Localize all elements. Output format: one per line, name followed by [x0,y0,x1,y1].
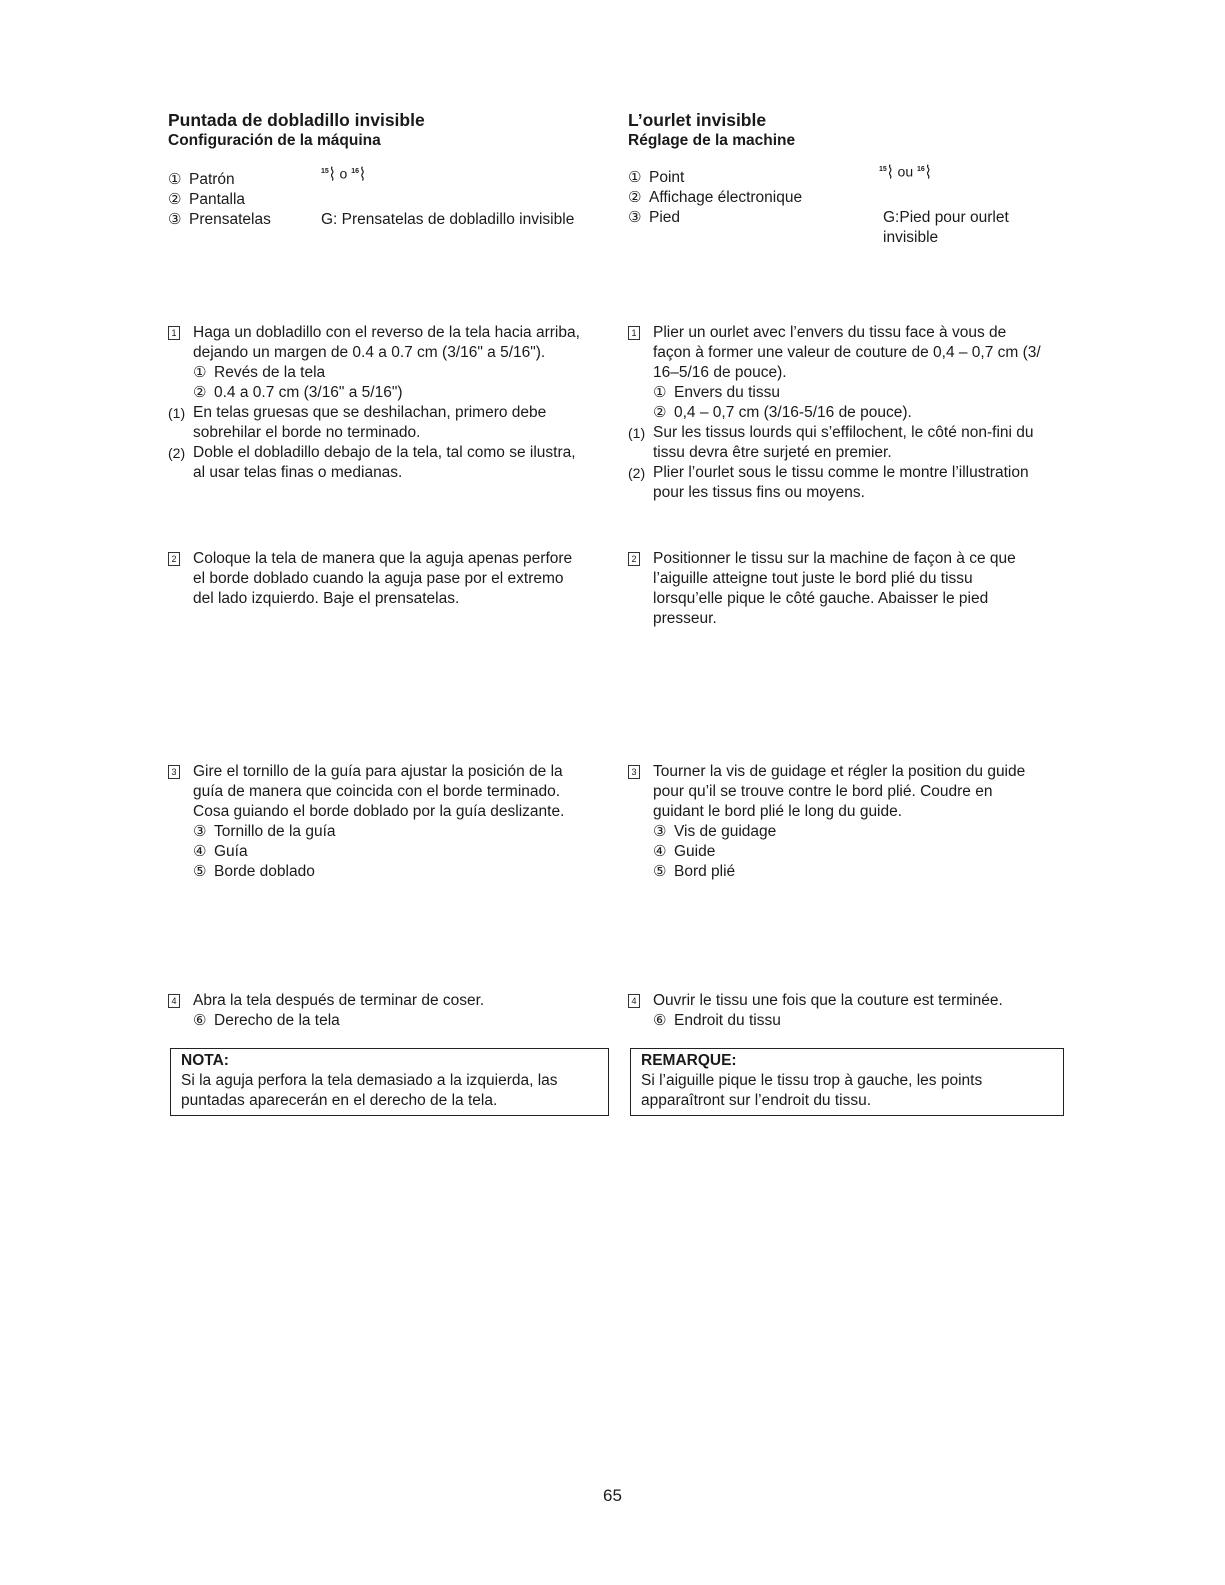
es-step3-items: ③ Tornillo de la guía ④ Guía ⑤ Borde doblado [193,823,336,880]
step-number-box: 3 [628,765,640,779]
fr-step1-note-1: (1) Sur les tissus lourds qui s’effilochent, le côté non-fini du tissu devra être surjeté en premier. [628,424,1034,461]
blind-hem-stitch-icon: ⌇ [924,161,932,183]
es-setting-patron: ① Patrón $^{15}$⌇ o $^{16}$⌇ [168,170,608,190]
fr-step-4: 4 Ouvrir le tissu une fois que la couture est terminée. ⑥ Endroit du tissu [628,991,1068,1031]
es-setting-prensatelas: ③ Prensatelas G: Prensatelas de dobladillo invisible [168,211,575,228]
es-step1-items: ① Revés de la tela ② 0.4 a 0.7 cm (3/16" a 5/16") [193,364,403,401]
blind-hem-stitch-icon: ⌇ [359,163,366,185]
fr-pattern-symbols: $^{15}$⌇ ou $^{16}$⌇ [879,160,932,182]
fr-step1-items: ① Envers du tissu ② 0,4 – 0,7 cm (3/16-5/16 de pouce). [653,384,912,421]
es-pattern-symbols: $^{15}$⌇ o $^{16}$⌇ [321,162,366,184]
es-note-title: NOTA: [181,1052,229,1069]
es-header [168,110,608,151]
page-number: 65 [603,1486,622,1505]
es-settings [168,163,608,230]
es-subtitle: Configuración de la máquina [168,132,381,149]
es-step-3: 3 Gire el tornillo de la guía para ajustar la posición de la guía de manera que coincida con el borde terminado. Cosa guiando el borde doblado por la guía deslizante. ③ Tornillo de la guía ④ Guía ⑤ Borde doblado [168,762,608,882]
es-note-box: NOTA: Si la aguja perfora la tela demasiado a la izquierda, las puntadas aparecerán en el derecho de la tela. [170,1048,609,1116]
fr-step3-items: ③ Vis de guidage ④ Guide ⑤ Bord plié [653,823,777,880]
step-number-box: 3 [168,765,180,779]
step-number-box: 2 [168,552,180,566]
fr-settings [628,161,1068,246]
fr-note-title: REMARQUE: [641,1052,737,1069]
fr-setting-affichage: ② Affichage électronique [628,189,803,206]
fr-setting-pied: ③ Pied G:Pied pour ourlet invisible [628,209,1009,246]
step-number-box: 2 [628,552,640,566]
step-number-box: 1 [168,326,180,340]
es-step-4: 4 Abra la tela después de terminar de coser. ⑥ Derecho de la tela [168,991,608,1031]
fr-step-2: 2 Positionner le tissu sur la machine de façon à ce que l’aiguille atteigne tout juste le bord plié du tissu lorsqu’elle pique le côté gauche. Abaisser le pied presseur. [628,549,1068,629]
es-step-1: 1 Haga un dobladillo con el reverso de la tela hacia arriba, dejando un margen de 0.4 a 0.7 cm (3/16" a 5/16"). ① Revés de la tela ② 0.4 a 0.7 cm (3/16" a 5/16") (1) En telas gruesas que se deshilachan, primero debe sobrehilar el borde no terminado. (2) Doble el dobladillo debajo de la tela, tal como se ilustra, al usar telas finas o medianas. [168,323,608,483]
step-number-box: 4 [628,994,640,1008]
fr-setting-point: ① Point $^{15}$⌇ ou $^{16}$⌇ [628,168,1068,188]
fr-step-1: 1 Plier un ourlet avec l’envers du tissu face à vous de façon à former une valeur de couture de 0,4 – 0,7 cm (3/ 16–5/16 de pouce). ① Envers du tissu ② 0,4 – 0,7 cm (3/16-5/16 de pouce). (1) Sur les tissus lourds qui s’effilochent, le côté non-fini du tissu devra être surjeté en premier. (2) Plier l’ourlet sous le tissu comme le montre l’illustration pour les tissus fins ou moyens. [628,323,1068,503]
fr-subtitle: Réglage de la machine [628,132,796,149]
fr-step-3: 3 Tourner la vis de guidage et régler la position du guide pour qu’il se trouve contre le bord plié. Coudre en guidant le bord plié le long du guide. ③ Vis de guidage ④ Guide ⑤ Bord plié [628,762,1068,882]
fr-title: L’ourlet invisible [628,110,767,130]
blind-hem-stitch-icon: ⌇ [886,161,894,183]
es-setting-pantalla: ② Pantalla [168,191,246,208]
es-step1-note-1: (1) En telas gruesas que se deshilachan, primero debe sobrehilar el borde no terminado. [168,404,547,441]
fr-note-box: REMARQUE: Si l’aiguille pique le tissu trop à gauche, les points apparaîtront sur l’endroit du tissu. [630,1048,1064,1116]
es-step1-note-2: (2) Doble el dobladillo debajo de la tela, tal como se ilustra, al usar telas finas o medianas. [168,444,576,481]
step-number-box: 4 [168,994,180,1008]
fr-header [628,110,1068,151]
es-step-2: 2 Coloque la tela de manera que la aguja apenas perfore el borde doblado cuando la aguja pase por el extremo del lado izquierdo. Baje el prensatelas. [168,549,608,609]
fr-step1-note-2: (2) Plier l’ourlet sous le tissu comme le montre l’illustration pour les tissus fins ou moyens. [628,464,1029,501]
es-title: Puntada de dobladillo invisible [168,110,425,130]
blind-hem-stitch-icon: ⌇ [328,163,336,185]
step-number-box: 1 [628,326,640,340]
